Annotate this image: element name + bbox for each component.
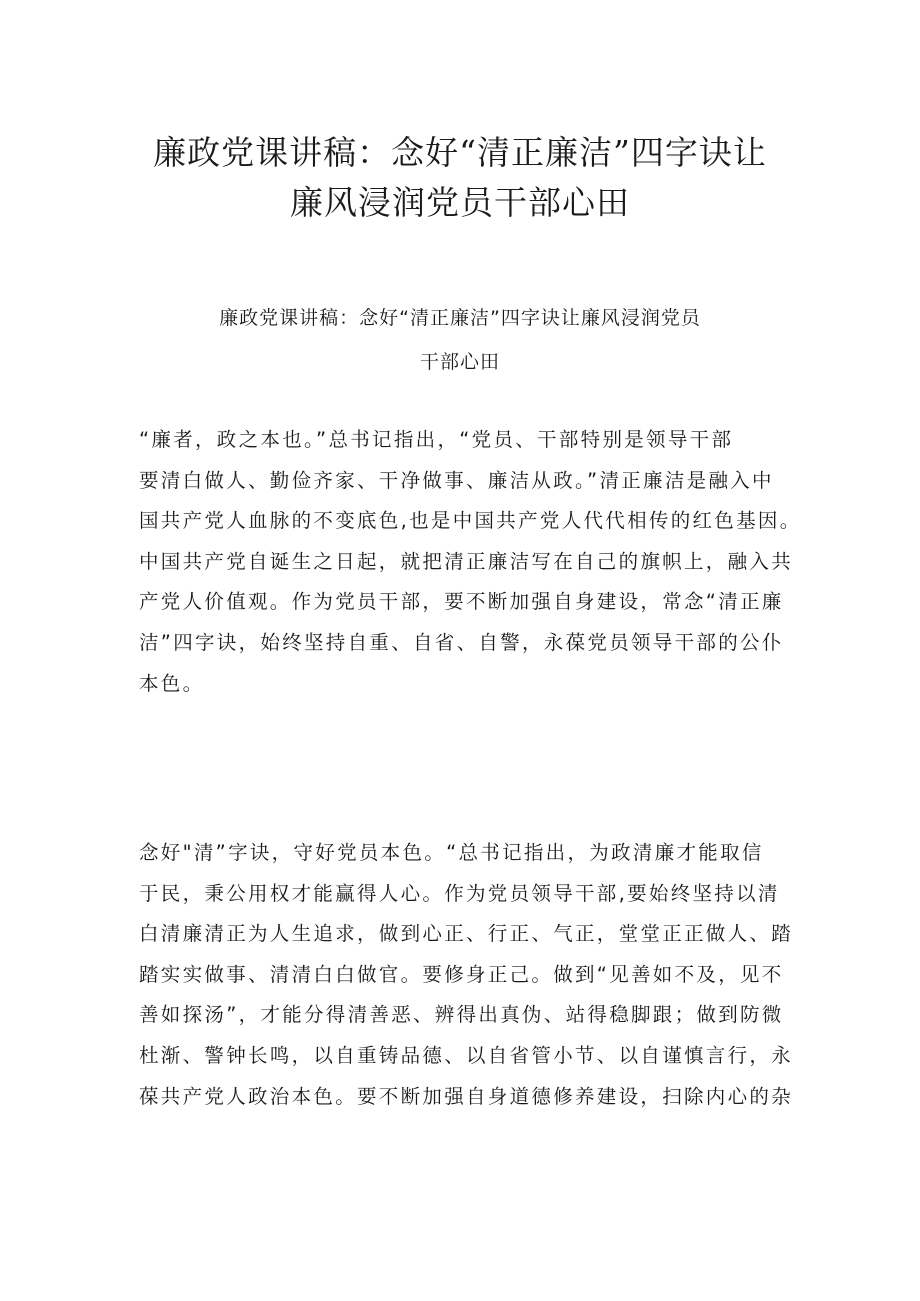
paragraph-qing: [139, 833, 794, 1117]
document-subtitle: [100, 296, 820, 384]
paragraph-line: 于民，秉公用权才能赢得人心。作为党员领导干部,要始终坚持以清: [139, 881, 780, 905]
paragraph-line: 踏实实做事、清清白白做官。要修身正己。做到“见善如不及，见不: [139, 962, 784, 986]
paragraph-line: 本色。: [139, 671, 205, 695]
document-title: [80, 128, 840, 228]
paragraph-line: 中国共产党自诞生之日起，就把清正廉洁写在自己的旗帜上，融入共: [139, 549, 794, 573]
paragraph-intro: [139, 420, 802, 704]
paragraph-line: 产党人价值观。作为党员干部，要不断加强自身建设，常念“清正廉: [139, 590, 784, 614]
paragraph-line: 白清廉清正为人生追求，做到心正、行正、气正，堂堂正正做人、踏: [139, 922, 794, 946]
title-line-2: 廉风浸润党员干部心田: [290, 183, 630, 222]
paragraph-line: 要清白做人、勤俭齐家、干净做事、廉洁从政。”清正廉洁是融入中: [139, 468, 774, 492]
paragraph-line: 念好"清”字诀，守好党员本色。“总书记指出，为政清廉才能取信: [139, 841, 764, 864]
paragraph-line: 杜渐、警钟长鸣，以自重铸品德、以自省管小节、以自谨慎言行，永: [139, 1043, 794, 1067]
paragraph-line: 洁”四字诀，始终坚持自重、自省、自警，永葆党员领导干部的公仆: [139, 630, 784, 654]
paragraph-line: 善如探汤”，才能分得清善恶、辨得出真伪、站得稳脚跟；做到防微: [139, 1003, 784, 1027]
subtitle-line-1: 廉政党课讲稿：念好“清正廉洁”四字诀让廉风浸润党员: [219, 307, 701, 329]
subtitle-line-2: 干部心田: [419, 351, 500, 373]
paragraph-line: 葆共产党人政治本色。要不断加强自身道德修养建设，扫除内心的杂: [139, 1084, 794, 1108]
title-line-1: 廉政党课讲稿：念好“清正廉洁”四字诀让: [153, 133, 767, 172]
paragraph-line: “廉者，政之本也。”总书记指出，“党员、干部特别是领导干部: [139, 428, 734, 451]
paragraph-line: 国共产党人血脉的不变底色,也是中国共产党人代代相传的红色基因。: [139, 509, 802, 533]
